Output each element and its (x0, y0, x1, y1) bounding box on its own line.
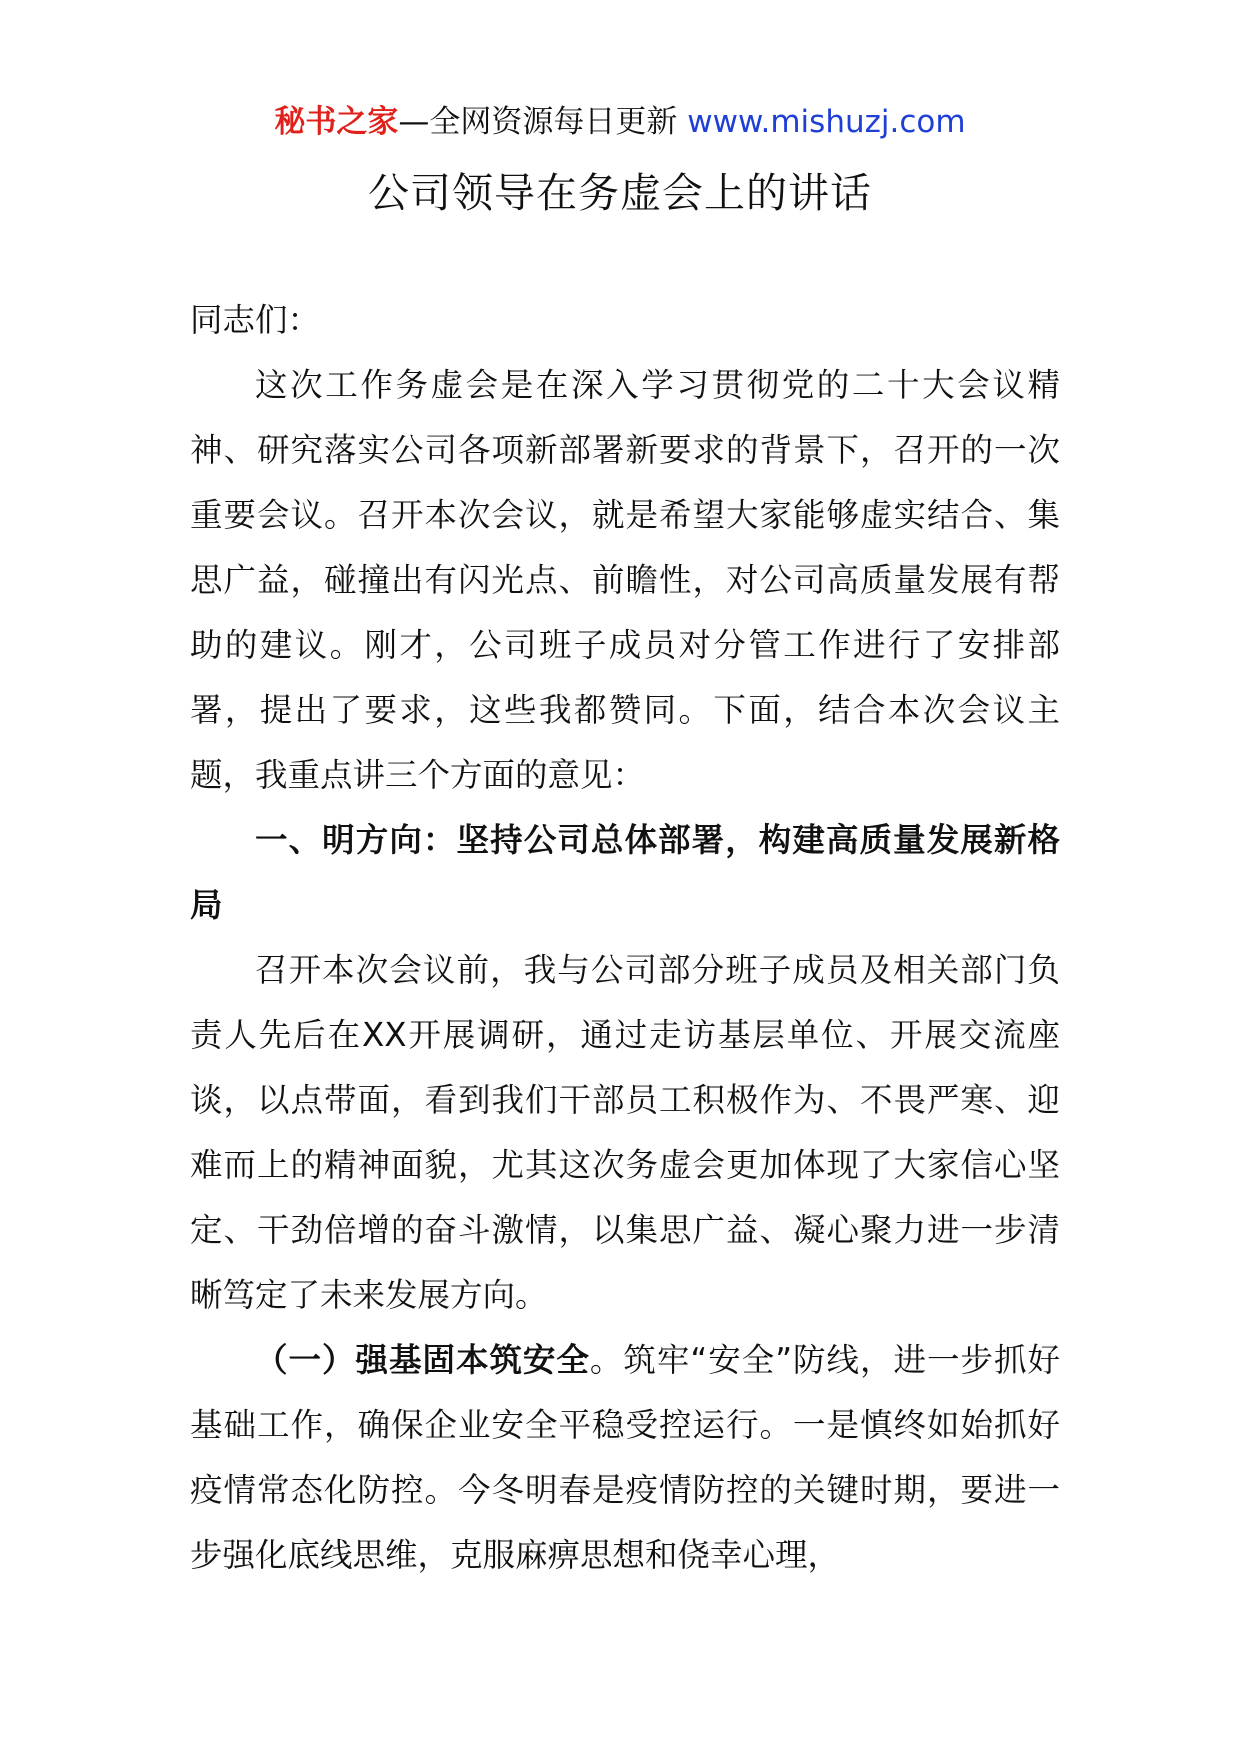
brand-name: 秘书之家 (274, 104, 399, 140)
document-body (190, 288, 1060, 1588)
salutation: 同志们： (190, 301, 321, 339)
paragraph-subsection-1 (190, 1328, 1060, 1588)
site-header (0, 100, 1240, 144)
subsection-text-1: 。筑牢“安全”防线，进一步抓好基础工作，确保企业安全平稳受控运行。一是慎终如始抓好疫情常态化防控。今冬明春是疫情防控的关键时期，要进一步强化底线思维，克服麻痹思想和侥幸心理， (190, 1341, 1060, 1574)
section-heading-1: 一、明方向：坚持公司总体部署，构建高质量发展新格局 (190, 821, 1060, 924)
document-title: 公司领导在务虚会上的讲话 (368, 169, 872, 217)
header-tagline: —全网资源每日更新 (398, 104, 688, 140)
subsection-heading-1: （一）强基固本筑安全 (255, 1341, 590, 1379)
site-url-link[interactable]: www.mishuzj.com (687, 104, 966, 140)
paragraph-intro: 这次工作务虚会是在深入学习贯彻党的二十大会议精神、研究落实公司各项新部署新要求的背景下，召开的一次重要会议。召开本次会议，就是希望大家能够虚实结合、集思广益，碰撞出有闪光点、前瞻性，对公司高质量发展有帮助的建议。刚才，公司班子成员对分管工作进行了安排部署，提出了要求，这些我都赞同。下面，结合本次会议主题，我重点讲三个方面的意见： (190, 366, 1060, 794)
paragraph-section-1: 召开本次会议前，我与公司部分班子成员及相关部门负责人先后在XX开展调研，通过走访基层单位、开展交流座谈，以点带面，看到我们干部员工积极作为、不畏严寒、迎难而上的精神面貌，尤其这次务虚会更加体现了大家信心坚定、干劲倍增的奋斗激情，以集思广益、凝心聚力进一步清晰笃定了未来发展方向。 (190, 951, 1060, 1314)
